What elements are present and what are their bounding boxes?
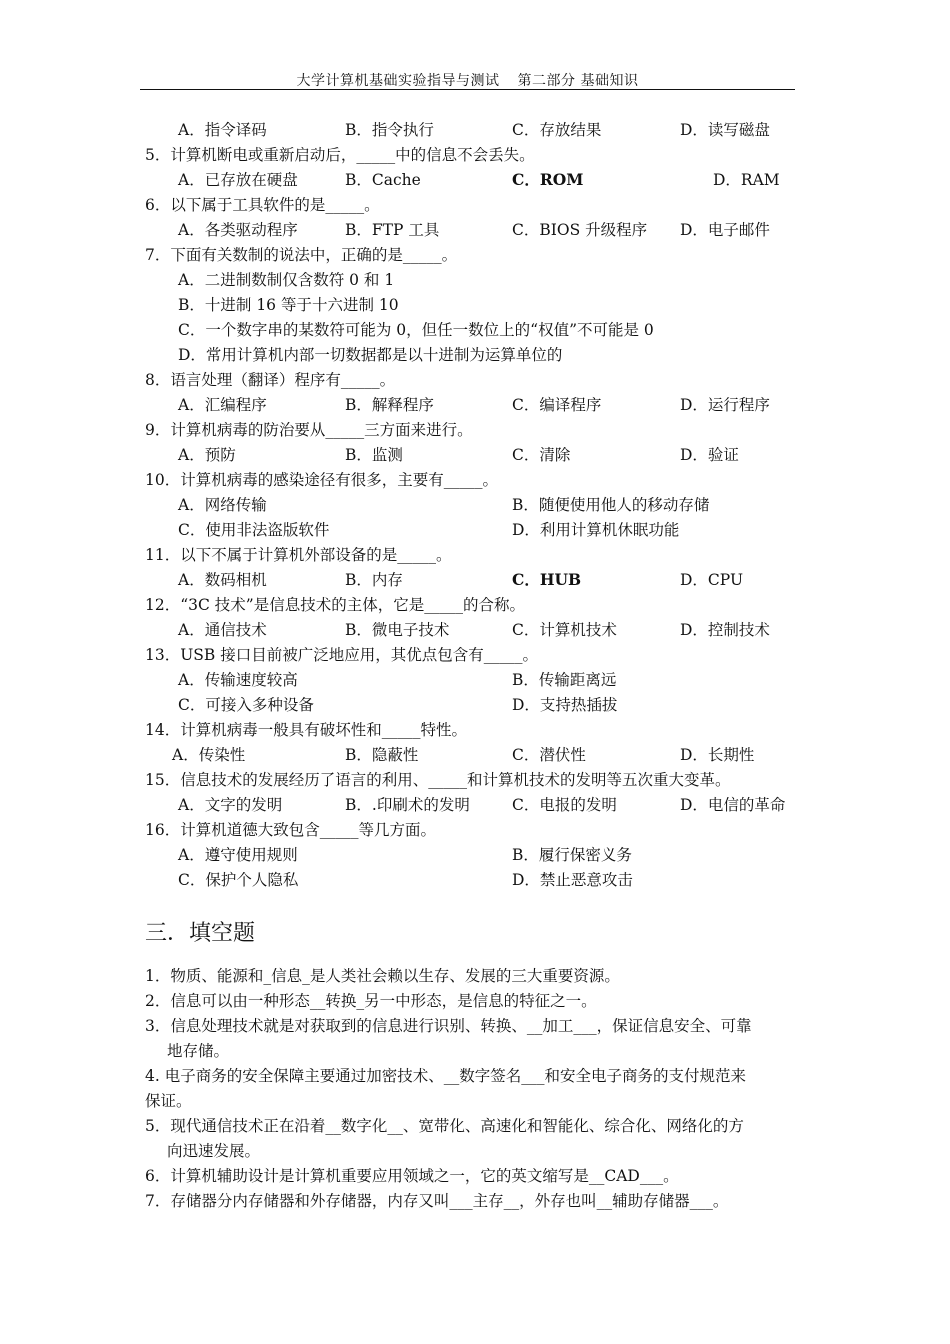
fill-item-4-continued: 保证。	[145, 1092, 192, 1110]
question-stem: 16．计算机道德大致包含_____等几方面。	[145, 821, 436, 839]
option: B．指令执行	[345, 121, 434, 139]
option: A．各类驱动程序	[178, 221, 298, 239]
q11-options	[0, 568, 950, 590]
option: B．监测	[345, 446, 403, 464]
option: C．使用非法盗版软件	[178, 521, 330, 539]
q9-options	[0, 443, 950, 465]
q14-options	[0, 743, 950, 765]
q5-options	[0, 168, 950, 190]
option: B．微电子技术	[345, 621, 450, 639]
option: C．计算机技术	[512, 621, 617, 639]
question-stem: 9．计算机病毒的防治要从_____三方面来进行。	[145, 421, 473, 439]
q10-options-row1	[0, 493, 950, 515]
question-6	[0, 193, 950, 215]
q16-options-row2	[0, 868, 950, 890]
q12-options	[0, 618, 950, 640]
fill-item-7: 7．存储器分内存储器和外存储器，内存又叫___主存__，外存也叫__辅助存储器___。	[145, 1192, 729, 1210]
q7-option-d	[0, 343, 950, 365]
q7-option-a	[0, 268, 950, 290]
q13-options-row2	[0, 693, 950, 715]
question-7	[0, 243, 950, 265]
q7-option-c	[0, 318, 950, 340]
q7-option-b	[0, 293, 950, 315]
option: A．二进制数制仅含数符 0 和 1	[178, 271, 395, 289]
question-9	[0, 418, 950, 440]
option: A．遵守使用规则	[178, 846, 298, 864]
option: C．电报的发明	[512, 796, 617, 814]
option: C．保护个人隐私	[178, 871, 299, 889]
question-stem: 14．计算机病毒一般具有破坏性和_____特性。	[145, 721, 467, 739]
option: D．运行程序	[680, 396, 770, 414]
option: A．已存放在硬盘	[178, 171, 298, 189]
question-stem: 6．以下属于工具软件的是_____。	[145, 196, 380, 214]
question-11	[0, 543, 950, 565]
option: D．电子邮件	[680, 221, 770, 239]
question-8	[0, 368, 950, 390]
fill-item-3: 3．信息处理技术就是对获取到的信息进行识别、转换、__加工___，保证信息安全、可靠	[145, 1017, 752, 1035]
option: D．利用计算机休眠功能	[512, 521, 680, 539]
option: D．验证	[680, 446, 739, 464]
question-stem: 8．语言处理（翻译）程序有_____。	[145, 371, 396, 389]
fill-item-6: 6．计算机辅助设计是计算机重要应用领域之一，它的英文缩写是__CAD___。	[145, 1167, 679, 1185]
option: C．BIOS 升级程序	[512, 221, 648, 239]
question-stem: 11．以下不属于计算机外部设备的是_____。	[145, 546, 452, 564]
question-13	[0, 643, 950, 665]
question-stem: 5．计算机断电或重新启动后，_____中的信息不会丢失。	[145, 146, 535, 164]
option: A．通信技术	[178, 621, 267, 639]
q15-options	[0, 793, 950, 815]
header-part-title: 第二部分 基础知识	[517, 73, 639, 89]
question-stem: 13．USB 接口目前被广泛地应用，其优点包含有_____。	[145, 646, 538, 664]
option: B．FTP 工具	[345, 221, 440, 239]
question-12	[0, 593, 950, 615]
option: D．RAM	[713, 171, 780, 189]
fill-item-4: 4. 电子商务的安全保障主要通过加密技术、__数字签名___和安全电子商务的支付规范来	[145, 1067, 746, 1085]
section-heading: 三．填空题	[145, 921, 256, 946]
q8-options	[0, 393, 950, 415]
option: A．网络传输	[178, 496, 267, 514]
page-header	[140, 70, 795, 90]
option: C．可接入多种设备	[178, 696, 314, 714]
option: D．电信的革命	[680, 796, 786, 814]
option: B．传输距离远	[512, 671, 617, 689]
option: B．Cache	[345, 171, 421, 189]
option: C．存放结果	[512, 121, 602, 139]
question-16	[0, 818, 950, 840]
option: B．内存	[345, 571, 403, 589]
option: D．CPU	[680, 571, 744, 589]
question-10	[0, 468, 950, 490]
option: C．HUB	[512, 570, 582, 589]
option: D．禁止恶意攻击	[512, 871, 633, 889]
option: A．数码相机	[178, 571, 267, 589]
option: A．文字的发明	[178, 796, 283, 814]
option: D．支持热插拔	[512, 696, 618, 714]
fill-item-5-continued: 向迅速发展。	[167, 1142, 261, 1160]
option: B．十进制 16 等于十六进制 10	[178, 296, 399, 314]
option: B．.印刷术的发明	[345, 796, 470, 814]
option: B．随便使用他人的移动存储	[512, 496, 710, 514]
option: B．履行保密义务	[512, 846, 632, 864]
option: A．传输速度较高	[178, 671, 298, 689]
option: A．传染性	[172, 746, 246, 764]
option: B．解释程序	[345, 396, 434, 414]
option: C．ROM	[512, 170, 584, 189]
fill-item-2: 2．信息可以由一种形态__转换_另一中形态，是信息的特征之一。	[145, 992, 597, 1010]
question-stem: 7．下面有关数制的说法中，正确的是_____。	[145, 246, 458, 264]
question-14	[0, 718, 950, 740]
option: D．读写磁盘	[680, 121, 770, 139]
q16-options-row1	[0, 843, 950, 865]
option: A．预防	[178, 446, 236, 464]
header-rule	[140, 89, 795, 90]
question-5	[0, 143, 950, 165]
option: C．清除	[512, 446, 571, 464]
header-book-title: 大学计算机基础实验指导与测试	[296, 73, 500, 89]
option: C．一个数字串的某数符可能为 0，但任一数位上的“权值”不可能是 0	[178, 321, 654, 339]
question-15	[0, 768, 950, 790]
option: A．汇编程序	[178, 396, 267, 414]
question-stem: 10．计算机病毒的感染途径有很多，主要有_____。	[145, 471, 498, 489]
option: C．潜伏性	[512, 746, 586, 764]
option: A．指令译码	[178, 121, 267, 139]
q13-options-row1	[0, 668, 950, 690]
question-stem: 12．“3C 技术”是信息技术的主体，它是_____的合称。	[145, 596, 525, 614]
question-stem: 15．信息技术的发展经历了语言的利用、_____和计算机技术的发明等五次重大变革。	[145, 771, 731, 789]
q6-options	[0, 218, 950, 240]
option: D．控制技术	[680, 621, 770, 639]
fill-item-5: 5．现代通信技术正在沿着__数字化__、宽带化、高速化和智能化、综合化、网络化的方	[145, 1117, 744, 1135]
q4-options	[0, 118, 950, 140]
q10-options-row2	[0, 518, 950, 540]
option: C．编译程序	[512, 396, 602, 414]
fill-item-1: 1．物质、能源和_信息_是人类社会赖以生存、发展的三大重要资源。	[145, 967, 620, 985]
option: D．常用计算机内部一切数据都是以十进制为运算单位的	[178, 346, 563, 364]
option: B．隐蔽性	[345, 746, 419, 764]
fill-item-3-continued: 地存储。	[167, 1042, 230, 1060]
option: D．长期性	[680, 746, 755, 764]
